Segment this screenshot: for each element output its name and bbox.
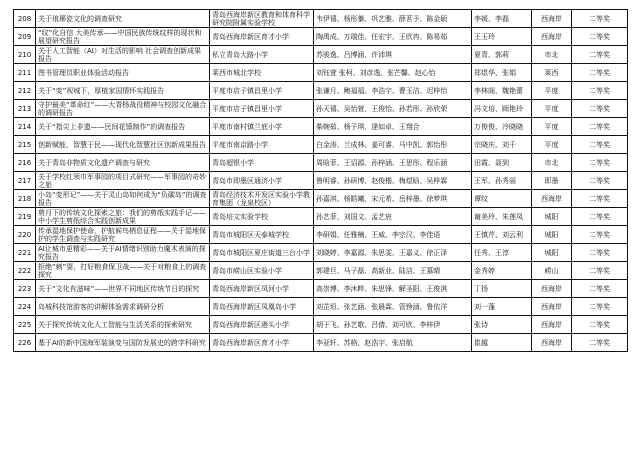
teacher-names-cell: 谭纹 (472, 190, 532, 208)
school-name-cell: 青岛西海岸新区育才小学 (210, 334, 314, 352)
school-name-cell: 青岛西海岸新区教育和体育科学研究院附属实验学校 (210, 10, 314, 28)
award-level-cell: 二等奖 (572, 172, 628, 190)
region-cell: 西海岸 (532, 334, 572, 352)
award-level-cell: 二等奖 (572, 208, 628, 226)
region-cell: 崂山 (532, 262, 572, 280)
table-row (14, 298, 628, 316)
row-number-cell: 218 (14, 190, 36, 208)
project-title-cell: 关于“文化有滋味”——世界不同地区传统节日的探究 (36, 280, 210, 298)
school-name-cell: 青岛市即墨区通济小学 (210, 172, 314, 190)
row-number-cell: 219 (14, 208, 36, 226)
project-title-cell: 创新赋能，智慧于民——现代化智慧社区创新成果报告 (36, 136, 210, 154)
student-names-cell: 鲁明睿、孙研博、赵俊楷、梅煜晗、吴梓霖 (314, 172, 472, 190)
school-name-cell: 平度市南村镇兰底小学 (210, 118, 314, 136)
table-row (14, 82, 628, 100)
award-level-cell: 二等奖 (572, 298, 628, 316)
award-level-cell: 二等奖 (572, 46, 628, 64)
school-name-cell: 青岛市崂山区实验小学 (210, 262, 314, 280)
teacher-names-cell: 丁扬 (472, 280, 532, 298)
table-row (14, 10, 628, 28)
award-level-cell: 二等奖 (572, 154, 628, 172)
student-names-cell: 刘晓婷、李嘉源、朱思雯、王嘉义、徐正泽 (314, 244, 472, 262)
region-cell: 西海岸 (532, 280, 572, 298)
region-cell: 平度 (532, 118, 572, 136)
table-row (14, 100, 628, 118)
row-number-cell: 208 (14, 10, 36, 28)
table-row (14, 208, 628, 226)
award-level-cell: 二等奖 (572, 100, 628, 118)
school-name-cell: 青岛经济技术开发区实验小学教育集团（龙泉校区） (210, 190, 314, 208)
school-name-cell: 青岛西海岸新区育才小学 (210, 28, 314, 46)
student-names-cell: 郭建旦、马子磊、高新业、陆洁、王慕晴 (314, 262, 472, 280)
table-row (14, 118, 628, 136)
teacher-names-cell: 田霞、聂到 (472, 154, 532, 172)
project-title-cell: 关于琅琊瓷文化的调查研究 (36, 10, 210, 28)
school-name-cell: 青岛市城阳区夏庄街道三台小学 (210, 244, 314, 262)
region-cell: 市北 (532, 46, 572, 64)
student-names-cell: 高崇博、李沐粹、朱思锋、解圣阳、王俊淇 (314, 280, 472, 298)
student-names-cell: 刘芷垣、张艺涵、张晨霖、管铮涵、鲁依洋 (314, 298, 472, 316)
row-number-cell: 222 (14, 262, 36, 280)
student-names-cell: 李亚轩、苏格、赵浩宇、张启航 (314, 334, 472, 352)
region-cell: 西海岸 (532, 10, 572, 28)
table-row (14, 28, 628, 46)
teacher-names-cell: 李媛、李磊 (472, 10, 532, 28)
region-cell: 市北 (532, 154, 572, 172)
project-title-cell: 关于学校红领巾军事园的项目式研究——军事园的奇妙之旅 (36, 172, 210, 190)
region-cell: 平度 (532, 100, 572, 118)
table-row (14, 190, 628, 208)
student-names-cell: 刘钰萱 张柯、刘彦逸、张芒馨、赵心怡 (314, 64, 472, 82)
teacher-names-cell: 夏青、郭莉 (472, 46, 532, 64)
row-number-cell: 209 (14, 28, 36, 46)
project-title-cell: 关于“指尖上非遗——民间花馍制作”的调查报告 (36, 118, 210, 136)
student-names-cell: 柴婉茹、杨子琪、逄如卓、王翔合 (314, 118, 472, 136)
award-level-cell: 二等奖 (572, 28, 628, 46)
row-number-cell: 210 (14, 46, 36, 64)
region-cell: 城阳 (532, 244, 572, 262)
project-title-cell: 小岛“变形记”——关于灵山岛如何成为“负碳岛”的调查报告 (36, 190, 210, 208)
teacher-names-cell: 刘一蓬 (472, 298, 532, 316)
student-names-cell: 孙艺菲、刘国文、孟艺宸 (314, 208, 472, 226)
award-level-cell: 二等奖 (572, 10, 628, 28)
teacher-names-cell: 金秀婷 (472, 262, 532, 280)
teacher-names-cell: 王玉玲 (472, 28, 532, 46)
row-number-cell: 213 (14, 100, 36, 118)
row-number-cell: 223 (14, 280, 36, 298)
table-row (14, 244, 628, 262)
region-cell: 西海岸 (532, 316, 572, 334)
student-names-cell: 李研娟、任雅楠、王威、李宗汉、李佳语 (314, 226, 472, 244)
project-title-cell: 拒绝“刺”耍，打好粮食保卫战——关于对粮食上的调查探究 (36, 262, 210, 280)
row-number-cell: 211 (14, 64, 36, 82)
school-name-cell: 青岛培文实验学校 (210, 208, 314, 226)
award-table-sheet (13, 9, 627, 352)
student-names-cell: 张谦月、鲍福福、李浩宇、曹玉洁、迟梓怡 (314, 82, 472, 100)
teacher-names-cell: 谢美玲、朱莲凤 (472, 208, 532, 226)
row-number-cell: 212 (14, 82, 36, 100)
teacher-names-cell: 宗晓庆、刘千 (472, 136, 532, 154)
table-row (14, 172, 628, 190)
student-names-cell: 韦伊禧、杨彤蓁、巩艺雅、薛茗予、陈金硕 (314, 10, 472, 28)
student-names-cell: 周晗菲、王诏源、孙梓涵、王思彤、程乐涵 (314, 154, 472, 172)
region-cell: 即墨 (532, 172, 572, 190)
teacher-names-cell: 张诗 (472, 316, 532, 334)
row-number-cell: 220 (14, 226, 36, 244)
project-title-cell: 岛城科技馆游客的讲解体验需求调研分析 (36, 298, 210, 316)
region-cell: 西海岸 (532, 298, 572, 316)
award-level-cell: 二等奖 (572, 316, 628, 334)
table-row (14, 46, 628, 64)
teacher-names-cell: 李林阁、魏艳蕾 (472, 82, 532, 100)
region-cell: 西海岸 (532, 28, 572, 46)
student-names-cell: 苏骏逸、吕博涵、许沛琪 (314, 46, 472, 64)
teacher-names-cell: 崔越 (472, 334, 532, 352)
table-row (14, 280, 628, 298)
school-name-cell: 青岛超银小学 (210, 154, 314, 172)
row-number-cell: 221 (14, 244, 36, 262)
region-cell: 城阳 (532, 208, 572, 226)
project-title-cell: “纹”化自信 大美传承——中国民族传统纹样的现状和展望研究报告 (36, 28, 210, 46)
student-names-cell: 孙天禧、吴怡萱、王俊怡、孙若彤、孙欣荣 (314, 100, 472, 118)
region-cell: 城阳 (532, 226, 572, 244)
award-level-cell: 二等奖 (572, 82, 628, 100)
table-row (14, 64, 628, 82)
project-title-cell: 基于AI的新中国海军装演变与国防发展史的跨学科研究 (36, 334, 210, 352)
school-name-cell: 平度市南京路小学 (210, 136, 314, 154)
student-names-cell: 白金涛、兰成林、姜可睿、马中凯、郭怡彤 (314, 136, 472, 154)
project-title-cell: 图书管理员职业体验活动报告 (36, 64, 210, 82)
award-level-cell: 二等奖 (572, 190, 628, 208)
project-title-cell: 守护最美“革命红”——大青杨战役精神与校园文化融合的调研报告 (36, 100, 210, 118)
school-name-cell: 莱西市城北学校 (210, 64, 314, 82)
student-names-cell: 孙嘉淇、杨皓曦、宋元希、岳梓墨、徐梦琪 (314, 190, 472, 208)
project-title-cell: AI让城市更精彩——关于AI情绪识别助力魔术表演的探究报告 (36, 244, 210, 262)
teacher-names-cell: 任秀、王淳 (472, 244, 532, 262)
table-row (14, 226, 628, 244)
table-row (14, 334, 628, 352)
row-number-cell: 226 (14, 334, 36, 352)
project-title-cell: 传承湿地保护使命，护航候鸟栖息征程——关于湿地保护的学生调查与实践研究 (36, 226, 210, 244)
region-cell: 平度 (532, 136, 572, 154)
teacher-names-cell: 王军、孙秀丽 (472, 172, 532, 190)
school-name-cell: 青岛市城阳区天泰城学校 (210, 226, 314, 244)
table-row (14, 154, 628, 172)
teacher-names-cell: 郑煜华、张娟 (472, 64, 532, 82)
student-names-cell: 陶禹成、万瑞佳、任宏宇、王欣冉、陈易茹 (314, 28, 472, 46)
project-title-cell: 关于“变”视城下，厚植家国情怀实践报告 (36, 82, 210, 100)
table-row (14, 316, 628, 334)
award-level-cell: 二等奖 (572, 262, 628, 280)
award-level-cell: 二等奖 (572, 64, 628, 82)
award-level-cell: 二等奖 (572, 244, 628, 262)
region-cell: 西海岸 (532, 190, 572, 208)
row-number-cell: 214 (14, 118, 36, 136)
row-number-cell: 216 (14, 154, 36, 172)
school-name-cell: 私立青岛大路小学 (210, 46, 314, 64)
row-number-cell: 215 (14, 136, 36, 154)
project-title-cell: 剪月下的传统文化探索之旅：我们的剪纸实践手记——中小学生剪纸综合实践创新成果 (36, 208, 210, 226)
region-cell: 平度 (532, 82, 572, 100)
row-number-cell: 217 (14, 172, 36, 190)
row-number-cell: 224 (14, 298, 36, 316)
school-name-cell: 青岛西海岸新区港头小学 (210, 316, 314, 334)
table-row (14, 262, 628, 280)
row-number-cell: 225 (14, 316, 36, 334)
table-row (14, 136, 628, 154)
teacher-names-cell: 万俊俊、冷晓晓 (472, 118, 532, 136)
award-level-cell: 二等奖 (572, 118, 628, 136)
school-name-cell: 平度市店子镇昌里小学 (210, 100, 314, 118)
award-level-cell: 二等奖 (572, 136, 628, 154)
school-name-cell: 青岛西海岸新区凤凰岛小学 (210, 298, 314, 316)
school-name-cell: 平度市店子镇昌里小学 (210, 82, 314, 100)
project-title-cell: 关于探究传统文化人工智能与生活关系的探索研究 (36, 316, 210, 334)
student-names-cell: 胡于飞、孙艺歌、吕倩、刘可欣、李梓伊 (314, 316, 472, 334)
award-level-cell: 二等奖 (572, 280, 628, 298)
table-body (14, 10, 628, 352)
teacher-names-cell: 王慎芹、刘云利 (472, 226, 532, 244)
teacher-names-cell: 冯文培、顾艳玲 (472, 100, 532, 118)
award-level-cell: 二等奖 (572, 226, 628, 244)
project-title-cell: 关于人工智能（AI）对生活的影响 社会调查创新成果报告 (36, 46, 210, 64)
region-cell: 莱西 (532, 64, 572, 82)
award-level-cell: 二等奖 (572, 334, 628, 352)
award-table (13, 9, 628, 352)
project-title-cell: 关于青岛非物质文化遗产调查与研究 (36, 154, 210, 172)
school-name-cell: 青岛西海岸新区凤河小学 (210, 280, 314, 298)
